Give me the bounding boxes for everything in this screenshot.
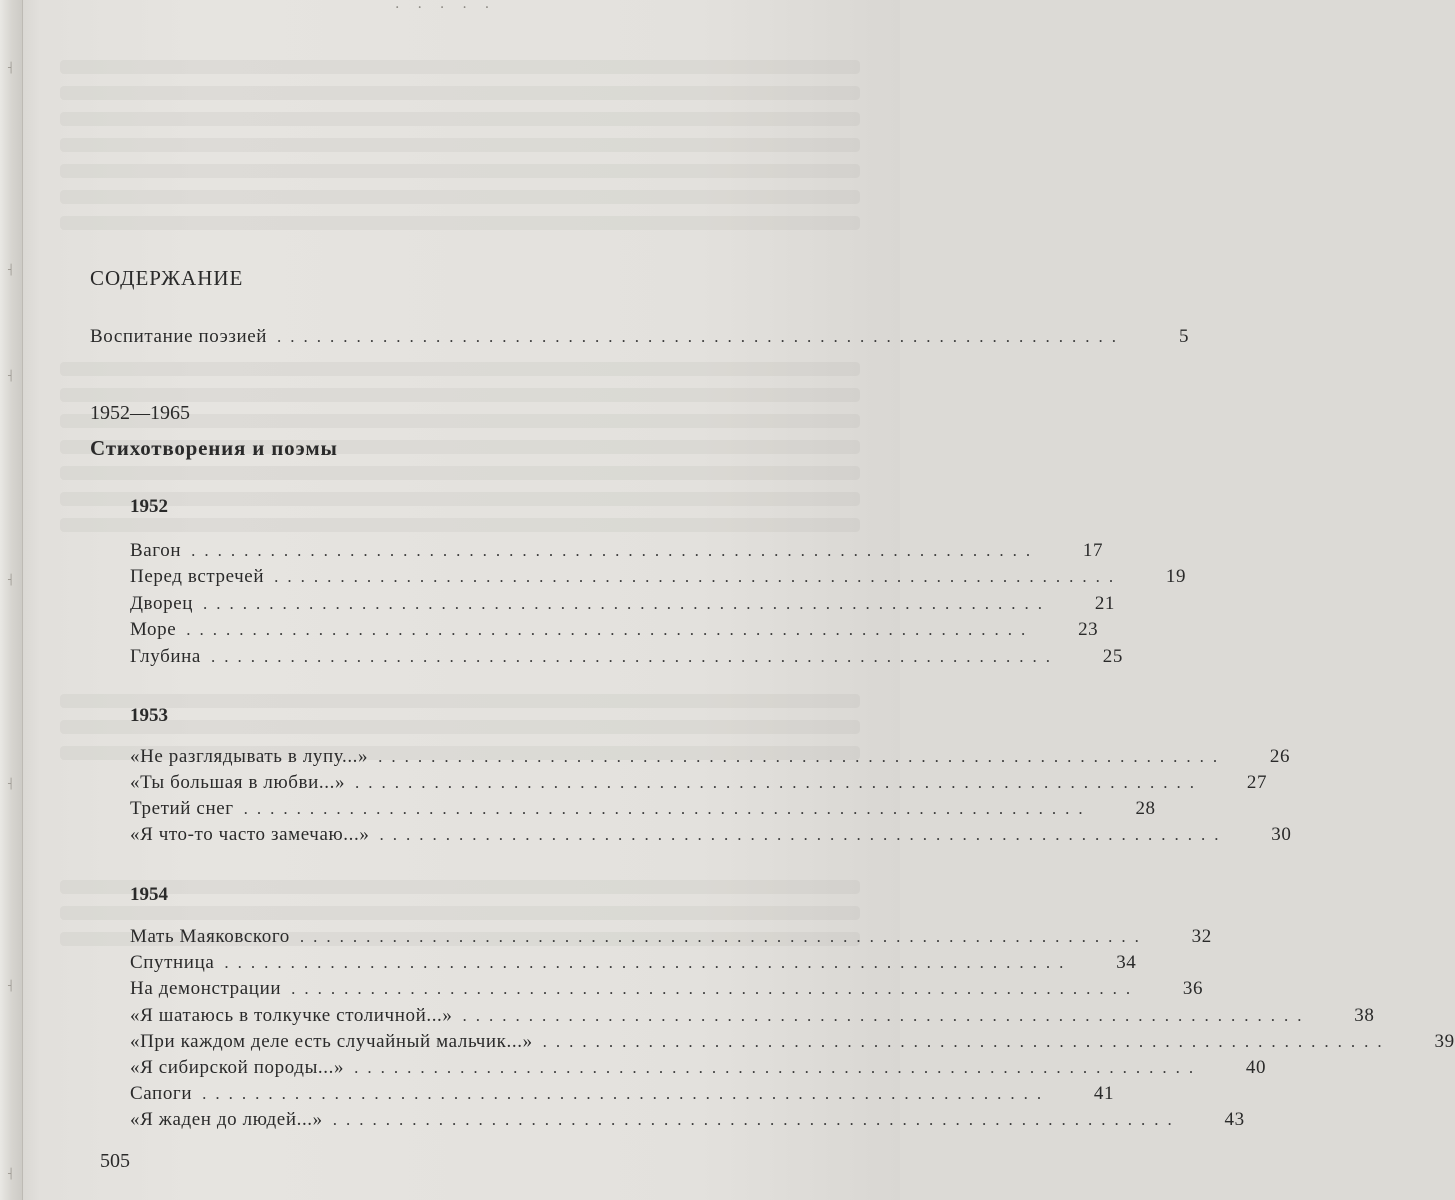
- entry-page: 41: [1093, 1083, 1115, 1104]
- entry-title: Воспитание поэзией: [90, 326, 268, 347]
- stitch-mark: ┤: [8, 981, 15, 992]
- toc-entry[interactable]: [130, 1083, 1115, 1109]
- entry-page: 38: [1354, 1005, 1375, 1026]
- entry-page: 43: [1224, 1109, 1245, 1130]
- toc-entry[interactable]: [130, 798, 1156, 824]
- dot-leader: ................................................................: [332, 1110, 1181, 1129]
- toc-entry[interactable]: [130, 593, 1116, 619]
- entry-title: Море: [130, 619, 177, 640]
- entry-title: Спутница: [130, 952, 215, 973]
- dot-leader: ................................................................: [277, 327, 1126, 346]
- stitch-mark: ┤: [8, 575, 15, 586]
- entry-title: Перед встречей: [130, 566, 265, 587]
- entry-title: «Ты большая в любви...»: [130, 772, 346, 793]
- year-heading-1952: 1952: [130, 496, 168, 517]
- entry-title: Третий снег: [130, 798, 234, 819]
- entry-title: «Я что-то часто замечаю...»: [130, 824, 370, 845]
- entry-title: Глубина: [130, 646, 201, 667]
- entry-page: 19: [1165, 566, 1187, 587]
- entry-page: 21: [1094, 593, 1116, 614]
- stitch-mark: ┤: [8, 371, 15, 382]
- dot-leader: ................................................................: [379, 825, 1228, 844]
- entry-page: 40: [1245, 1057, 1267, 1078]
- book-spine: [0, 0, 23, 1200]
- dot-leader: ................................................................: [202, 1084, 1051, 1103]
- entry-page: 28: [1135, 798, 1156, 819]
- toc-entry[interactable]: [130, 978, 1204, 1004]
- dot-leader: ................................................................: [355, 773, 1204, 792]
- toc-entry[interactable]: [130, 1031, 1455, 1057]
- entry-title: «Я сибирской породы...»: [130, 1057, 345, 1078]
- entry-page: 34: [1116, 952, 1137, 973]
- dot-leader: ................................................................: [210, 647, 1059, 666]
- toc-entry[interactable]: [130, 1057, 1267, 1083]
- bleed-dots: ·····: [395, 0, 508, 16]
- entry-title: Вагон: [130, 540, 182, 561]
- toc-heading: СОДЕРЖАНИЕ: [90, 266, 244, 290]
- dot-leader: ................................................................: [462, 1006, 1311, 1025]
- year-heading-1953: 1953: [130, 705, 168, 726]
- dot-leader: ................................................................: [186, 620, 1035, 639]
- toc-entry[interactable]: [130, 1109, 1245, 1135]
- year-heading-1954: 1954: [130, 884, 168, 905]
- entry-title: Сапоги: [130, 1083, 193, 1104]
- stitch-mark: ┤: [8, 265, 15, 276]
- entry-title: Мать Маяковского: [130, 926, 290, 947]
- entry-page: 30: [1271, 824, 1292, 845]
- stitch-mark: ┤: [8, 779, 15, 790]
- entry-page: 39: [1434, 1031, 1455, 1052]
- toc-entry[interactable]: [130, 566, 1187, 592]
- dot-leader: ................................................................: [224, 953, 1073, 972]
- dot-leader: ................................................................: [291, 979, 1140, 998]
- entry-page: 36: [1182, 978, 1204, 999]
- page-number: 505: [100, 1150, 130, 1172]
- dot-leader: ................................................................: [378, 747, 1227, 766]
- entry-page: 27: [1246, 772, 1268, 793]
- toc-entry[interactable]: [130, 646, 1123, 672]
- section-title: Стихотворения и поэмы: [90, 436, 338, 460]
- dot-leader: ................................................................: [542, 1032, 1391, 1051]
- stitch-mark: ┤: [8, 1169, 15, 1180]
- entry-page: 23: [1078, 619, 1099, 640]
- toc-entry-intro[interactable]: [90, 326, 1190, 352]
- toc-entry[interactable]: [130, 540, 1104, 566]
- entry-title: «При каждом деле есть случайный мальчик...»: [130, 1031, 533, 1052]
- entry-title: На демонстрации: [130, 978, 282, 999]
- entry-page: 17: [1082, 540, 1104, 561]
- entry-title: «Я шатаюсь в толкучке столичной...»: [130, 1005, 453, 1026]
- toc-entry[interactable]: [130, 926, 1212, 952]
- dot-leader: ................................................................: [191, 541, 1040, 560]
- dot-leader: ................................................................: [274, 567, 1123, 586]
- stitch-mark: ┤: [8, 63, 15, 74]
- entry-title: Дворец: [130, 593, 194, 614]
- period-label: 1952—1965: [90, 402, 190, 424]
- toc-entry[interactable]: [130, 952, 1137, 978]
- dot-leader: ................................................................: [243, 799, 1092, 818]
- entry-page: 32: [1191, 926, 1212, 947]
- toc-entry[interactable]: [130, 824, 1292, 850]
- dot-leader: ................................................................: [203, 594, 1052, 613]
- entry-title: «Не разглядывать в лупу...»: [130, 746, 369, 767]
- entry-page: 26: [1269, 746, 1291, 767]
- entry-title: «Я жаден до людей...»: [130, 1109, 323, 1130]
- dot-leader: ................................................................: [354, 1058, 1203, 1077]
- toc-entry[interactable]: [130, 1005, 1375, 1031]
- toc-entry[interactable]: [130, 772, 1268, 798]
- entry-page: 5: [1178, 326, 1190, 347]
- toc-entry[interactable]: [130, 746, 1291, 772]
- entry-page: 25: [1102, 646, 1123, 667]
- toc-entry[interactable]: [130, 619, 1099, 645]
- dot-leader: ................................................................: [299, 927, 1148, 946]
